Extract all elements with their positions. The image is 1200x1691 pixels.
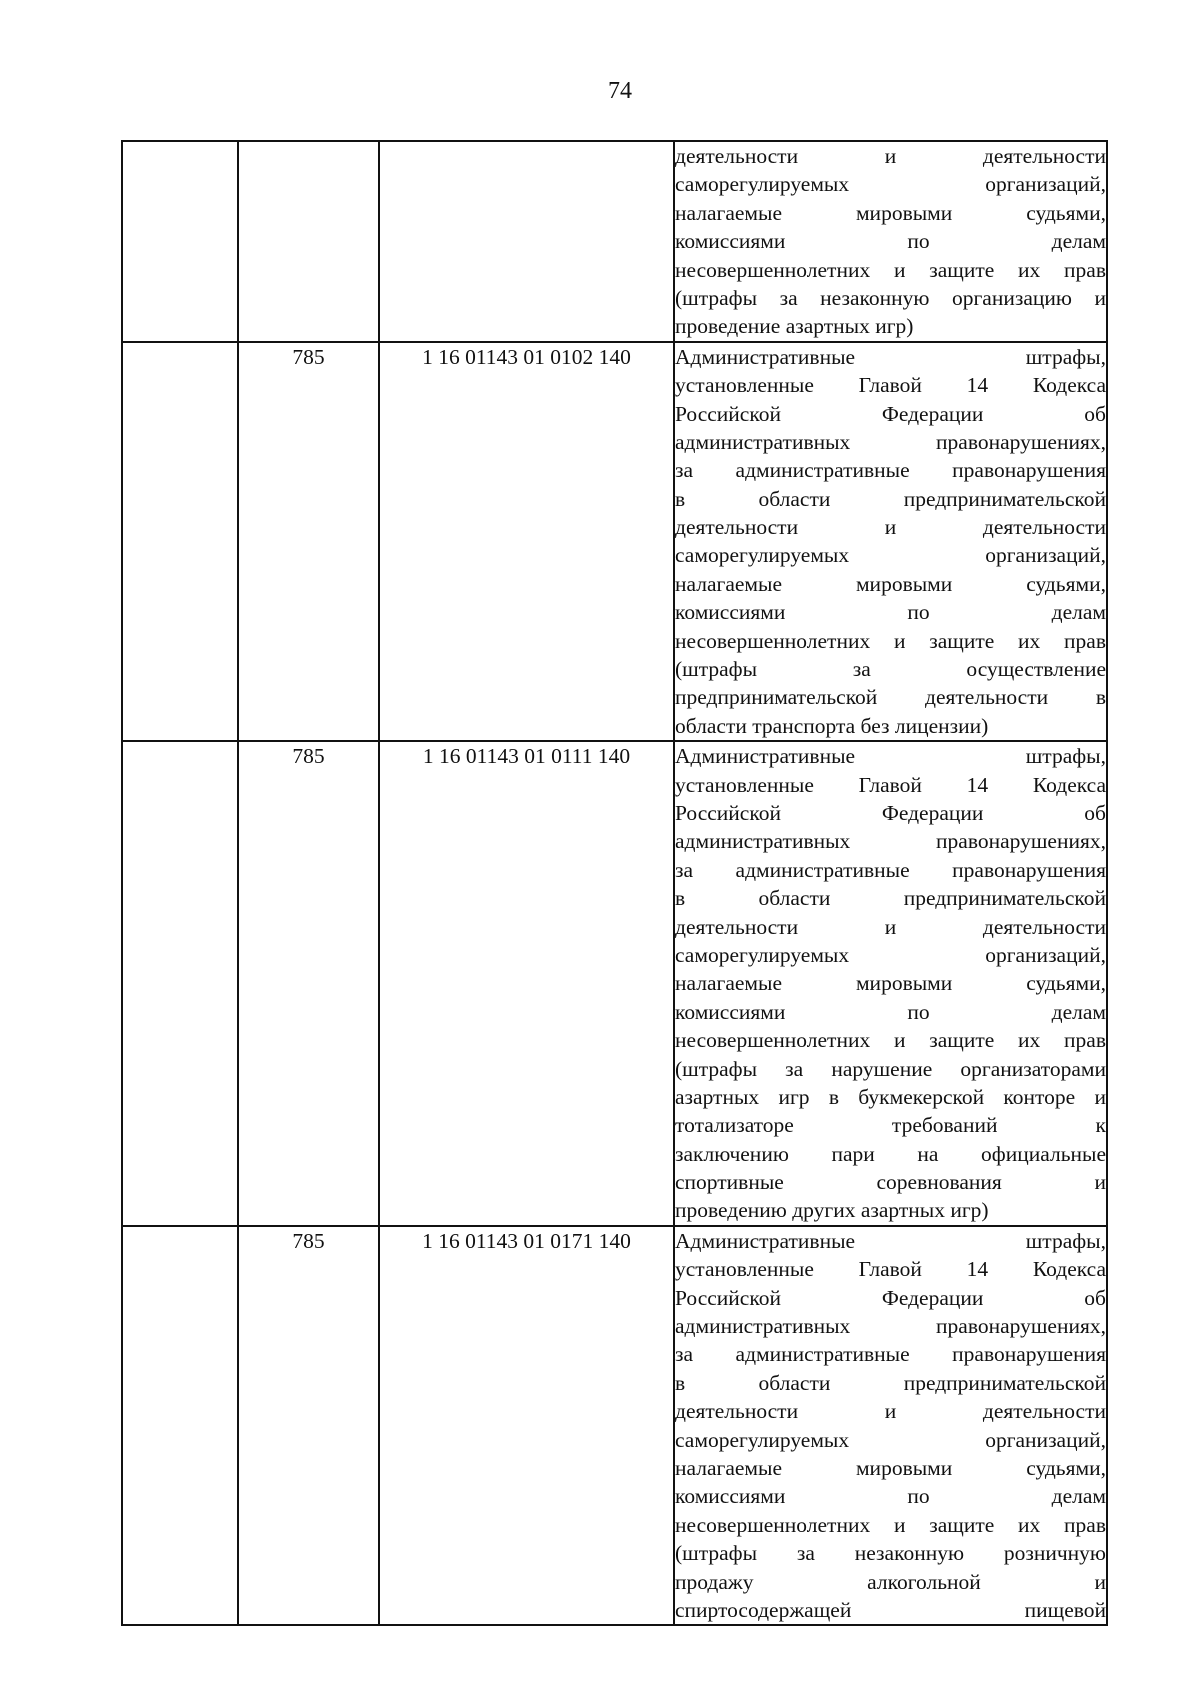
description-line: административных правонарушениях, (675, 829, 1106, 854)
description-line: несовершеннолетних и защите их прав (675, 628, 1106, 653)
table-row (122, 741, 1107, 1226)
description-line: деятельности и деятельности (675, 1399, 1106, 1424)
table-row (122, 141, 1107, 342)
description-cell (674, 141, 1107, 342)
description-line: установленные Главой 14 Кодекса (675, 1257, 1106, 1282)
description-line: проведению других азартных игр) (675, 1198, 989, 1223)
description-line: комиссиями по делам (675, 229, 1106, 254)
description-line: комиссиями по делам (675, 600, 1106, 625)
description-line: комиссиями по делам (675, 1484, 1106, 1509)
description-line: саморегулируемых организаций, (675, 942, 1106, 967)
description-line: тотализаторе требований к (675, 1113, 1106, 1138)
budget-codes-table (121, 140, 1108, 1626)
description-line: Административные штрафы, (675, 1228, 1106, 1253)
description-line: налагаемые мировыми судьями, (675, 200, 1106, 225)
description-line: азартных игр в букмекерской конторе и (675, 1084, 1106, 1109)
kbk-code-cell (379, 141, 674, 342)
description-line: за административные правонарушения (675, 857, 1106, 882)
description-line: налагаемые мировыми судьями, (675, 971, 1106, 996)
description-line: саморегулируемых организаций, (675, 543, 1106, 568)
description-line: за административные правонарушения (675, 458, 1106, 483)
empty-cell (122, 741, 238, 1226)
description-cell (674, 1226, 1107, 1625)
description-line: Российской Федерации об (675, 401, 1106, 426)
description-line: проведение азартных игр) (675, 314, 914, 339)
description-line: спортивные соревнования и (675, 1170, 1106, 1195)
kbk-code-cell: 1 16 01143 01 0171 140 (379, 1226, 674, 1625)
description-line: Административные штрафы, (675, 744, 1106, 769)
description-line: области транспорта без лицензии) (675, 713, 989, 738)
description-line: предпринимательской деятельности в (675, 685, 1106, 710)
empty-cell (122, 342, 238, 741)
description-line: административных правонарушениях, (675, 429, 1106, 454)
description-line: установленные Главой 14 Кодекса (675, 772, 1106, 797)
description-line: несовершеннолетних и защите их прав (675, 1028, 1106, 1053)
kbk-code-cell: 1 16 01143 01 0111 140 (379, 741, 674, 1226)
description-line: комиссиями по делам (675, 999, 1106, 1024)
description-line: в области предпринимательской (675, 486, 1106, 511)
description-line: деятельности и деятельности (675, 914, 1106, 939)
description-line: заключению пари на официальные (675, 1141, 1106, 1166)
description-line: несовершеннолетних и защите их прав (675, 257, 1106, 282)
description-line: Российской Федерации об (675, 1285, 1106, 1310)
description-line: спиртосодержащей пищевой (675, 1597, 1106, 1622)
page-number: 74 (608, 78, 632, 104)
description-line: (штрафы за нарушение организаторами (675, 1056, 1106, 1081)
kbk-code-cell: 1 16 01143 01 0102 140 (379, 342, 674, 741)
description-line: (штрафы за незаконную розничную (675, 1541, 1106, 1566)
description-line: в области предпринимательской (675, 1370, 1106, 1395)
table-row (122, 1226, 1107, 1625)
description-line: административных правонарушениях, (675, 1314, 1106, 1339)
description-line: (штрафы за незаконную организацию и (675, 285, 1106, 310)
admin-code-cell (238, 141, 379, 342)
description-cell (674, 342, 1107, 741)
description-line: Российской Федерации об (675, 800, 1106, 825)
admin-code-cell: 785 (238, 1226, 379, 1625)
description-line: за административные правонарушения (675, 1342, 1106, 1367)
empty-cell (122, 141, 238, 342)
description-line: деятельности и деятельности (675, 515, 1106, 540)
description-line: налагаемые мировыми судьями, (675, 1455, 1106, 1480)
description-line: саморегулируемых организаций, (675, 1427, 1106, 1452)
description-line: несовершеннолетних и защите их прав (675, 1512, 1106, 1537)
empty-cell (122, 1226, 238, 1625)
description-line: продажу алкогольной и (675, 1569, 1106, 1594)
description-line: налагаемые мировыми судьями, (675, 571, 1106, 596)
admin-code-cell: 785 (238, 342, 379, 741)
description-line: деятельности и деятельности (675, 144, 1106, 168)
description-line: установленные Главой 14 Кодекса (675, 373, 1106, 398)
description-cell (674, 741, 1107, 1226)
admin-code-cell: 785 (238, 741, 379, 1226)
description-line: саморегулируемых организаций, (675, 172, 1106, 197)
table-body (122, 141, 1107, 1625)
description-line: в области предпринимательской (675, 886, 1106, 911)
description-line: (штрафы за осуществление (675, 657, 1106, 682)
description-line: Административные штрафы, (675, 344, 1106, 369)
table-row (122, 342, 1107, 741)
